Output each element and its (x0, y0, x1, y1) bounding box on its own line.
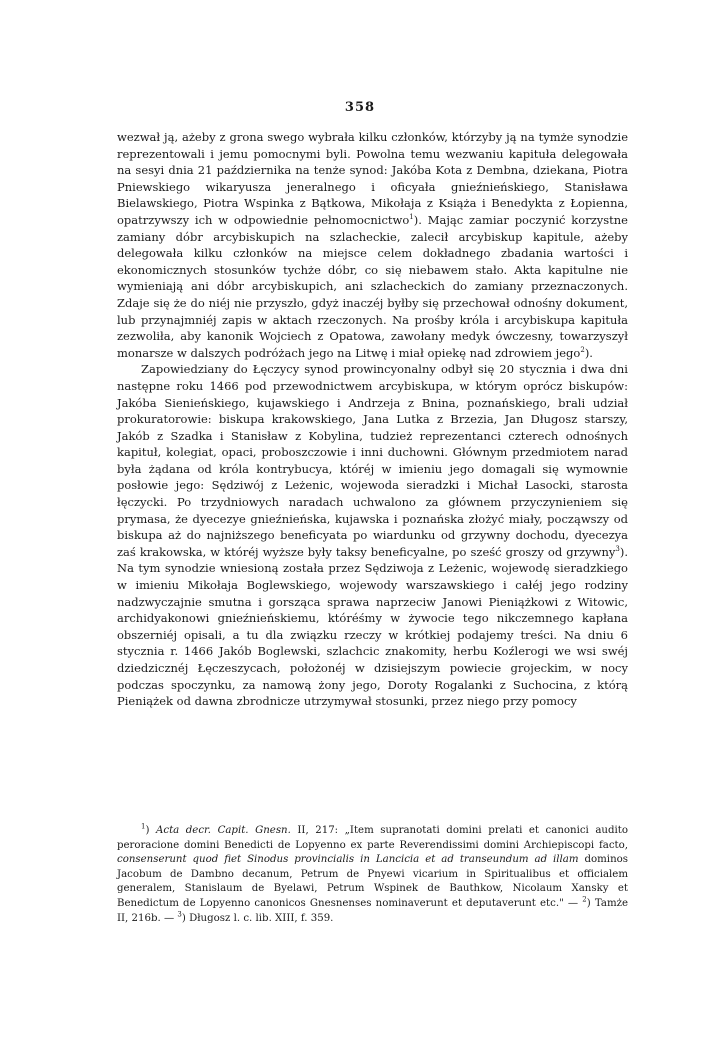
footnotes (117, 824, 628, 926)
footnote-2-text: ) Tamże II, 216b. — (117, 897, 628, 924)
footnote-mark-2: 2 (582, 895, 587, 904)
footnote-1-text-c: II, 217: „Item supranotati domini prelati et canonici audito peroracione domini Benedicti de Lopyenno ex parte Reverendissimi domini Archiepiscopi facto, (117, 825, 628, 851)
footnote-1-source: Acta decr. Capit. Gnesn. (156, 825, 291, 836)
paragraph-1-text-a: wezwał ją, ażeby z grona swego wybrała kilku członków, którzyby ją na tymże synodzie reprezentowali i jemu pomocnymi byli. Powolna temu wezwaniu kapituła delegowała na sesyi dnia 21 października na tenże synod: Jakóba Kota z Dembna, dziekana, Piotra Pniewskiego wikaryusza jeneralnego i oficyała gnieźnieńskiego, Stanisława Bielawskiego, Piotra Wspinka z Bątkowa, Mikołaja z Książa i Benedykta z Łopienna, opatrzywszy ich w odpowiednie pełnomocnictwo (117, 130, 628, 227)
paragraph-2 (117, 361, 628, 709)
paragraph-1-text-c: ). (584, 345, 593, 360)
footnote-mark-1: 1 (141, 822, 146, 831)
footnote-1-text-a: ) (145, 825, 156, 836)
footnote-1-emphasis: consenserunt quod fiet Sinodus provincialis in Lancicia et ad transeundum ad illam (117, 854, 579, 866)
footnote-ref-2: 2 (580, 345, 585, 354)
footnote-3-text: ) Długosz l. c. lib. XIII, f. 359. (181, 912, 334, 924)
paragraph-2-text-b: ). Na tym synodzie wniesioną została przez Sędziwoja z Leżenic, wojewodę sieradzkiego w imieniu Mikołaja Boglewskiego, wojewody warszawskiego i całéj jego rodziny nadzwyczajnie smutna i gorsząca sprawa naprzeciw Janowi Pieniążkowi z Witowic, archidyakonowi gnieźnieńskiemu, któréśmy w żywocie tego nikczemnego kapłana obszerniéj opisali, a tu dla związku rzeczy w krótkiej podajemy treści. Na dniu 6 stycznia r. 1466 Jakób Boglewski, szlachcic znakomity, herbu Koźlerogi we wsi swéj dziedzicznéj Łęczeszycach, położonéj w dzisiejszym powiecie grojeckim, w nocy podczas spoczynku, za namową żony jego, Doroty Rogalanki z Suchocina, z którą Pieniążek od dawna zbrodnicze utrzymywał stosunki, przez niego przy pomocy (117, 544, 628, 709)
paragraph-1 (117, 129, 628, 361)
footnote-mark-3: 3 (177, 910, 182, 919)
page-number: 358 (344, 100, 376, 115)
footnote-1 (117, 824, 628, 926)
footnote-ref-1: 1 (409, 213, 414, 222)
paragraph-2-text-a: Zapowiedziany do Łęczycy synod prowincyonalny odbył się 20 stycznia i dwa dni następne roku 1466 pod przewodnictwem arcybiskupa, w którym oprócz biskupów: Jakóba Sienieńskiego, kujawskiego i Andrzeja z Bnina, poznańskiego, brali udział prokuratorowie: biskupa krakowskiego, Jana Lutka z Brzezia, Jan Długosz starszy, Jakób z Szadka i Stanisław z Kobylina, tudzież reprezentanci czterech odnośnych kapituł, kolegiat, opaci, proboszczowie i inni duchowni. Głównym przedmiotem narad była żądana od króla kontrybucya, któréj w imieniu jego domagali się wymownie posłowie jego: Sędziwój z Leżenic, wojewoda sieradzki i Michał Lasocki, starosta łęczycki. Po trzydniowych naradach uchwalono za głównem przyczynieniem się prymasa, że dyecezye gnieźnieńska, kujawska i poznańska złożyć miały, począwszy od biskupa aż do najniższego beneficyata po wiardunku od grzywny dochodu, dyecezya zaś krakowska, w któréj wyższe były taksy beneficyalne, po sześć groszy od grzywny (117, 362, 628, 559)
footnote-ref-3: 3 (615, 545, 620, 554)
main-text (117, 129, 628, 710)
paragraph-1-text-b: ). Mając zamiar poczynić korzystne zamiany dóbr arcybiskupich na szlacheckie, zalecił arcybiskup kapitule, ażeby delegowała kilku członków na miejsce celem dokładnego zbadania wartości i ekonomicznych stosunków tychże dóbr, co się niebawem stało. Akta kapitulne nie wymieniają ani dóbr arcybiskupich, ani szlacheckich do zamiany przeznaczonych. Zdaje się że do niéj nie przyszło, gdyż inaczéj byłby się przechował odnośny dokument, lub przynajmniéj zapis w aktach rzeczonych. Na prośby króla i arcybiskupa kapituła zezwoliła, aby kanonik Wojciech z Opatowa, zawołany medyk ówczesny, towarzyszył monarsze w dalszych podróżach jego na Litwę i miał opiekę nad zdrowiem jego (117, 212, 628, 360)
footnote-1-text-e: dominos Jacobum de Dambno decanum, Petrum de Pnyewi vicarium in Spiritualibus et officialem generalem, Stanislaum de Byelawi, Petrum Wspinek de Bauthkow, Nicolaum Xansky et Benedictum de Lopyenno canonicos Gnesnenses nominaverunt et deputaverunt etc." — (117, 854, 628, 909)
